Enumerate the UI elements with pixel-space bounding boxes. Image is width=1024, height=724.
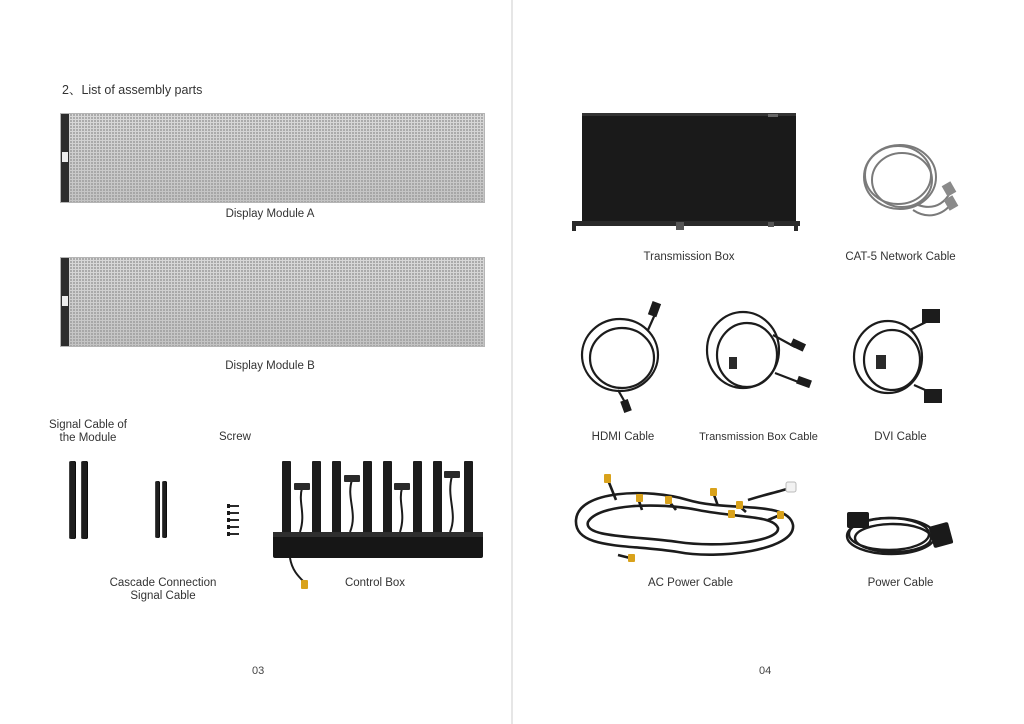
- control-box-label: Control Box: [344, 577, 406, 589]
- section-heading: 2、List of assembly parts: [62, 83, 203, 97]
- hdmi-cable-label: HDMI Cable: [591, 431, 655, 443]
- ac-power-cable-label: AC Power Cable: [647, 577, 733, 589]
- hdmi-cable-image: [578, 300, 668, 415]
- transmission-box-image: [568, 110, 798, 240]
- cascade-cable-label: Cascade Connection Signal Cable: [109, 577, 217, 602]
- page-number-left: 03: [252, 665, 265, 677]
- transmission-box-cable-label: Transmission Box Cable: [699, 431, 818, 443]
- screw-2: [229, 512, 239, 514]
- power-cable-label: Power Cable: [867, 577, 934, 589]
- display-module-b-image: [60, 257, 485, 347]
- cascade-ribbon-2: [162, 481, 167, 538]
- signal-cable-ribbon-1: [69, 461, 76, 539]
- display-module-b-label: Display Module B: [225, 360, 315, 372]
- display-module-a-label: Display Module A: [225, 208, 315, 220]
- transmission-box-cable-image: [703, 305, 813, 405]
- screw-3: [229, 519, 239, 521]
- display-module-a-image: [60, 113, 485, 203]
- right-page: [513, 0, 1024, 724]
- cat5-cable-label: CAT-5 Network Cable: [845, 251, 956, 263]
- dvi-cable-label: DVI Cable: [874, 431, 927, 443]
- cascade-ribbon-1: [155, 481, 160, 538]
- cat5-cable-image: [858, 135, 963, 230]
- screw-label: Screw: [219, 431, 251, 443]
- ac-power-cable-image: [568, 470, 803, 570]
- left-page: [0, 0, 511, 724]
- screw-1: [229, 505, 239, 507]
- page-number-right: 04: [759, 665, 772, 677]
- power-cable-image: [843, 508, 958, 563]
- screw-4: [229, 526, 239, 528]
- screw-5: [229, 533, 239, 535]
- control-box-image: [270, 458, 490, 593]
- signal-cable-label: Signal Cable of the Module: [49, 419, 127, 444]
- signal-cable-ribbon-2: [81, 461, 88, 539]
- dvi-cable-image: [848, 305, 948, 405]
- transmission-box-label: Transmission Box: [643, 251, 735, 263]
